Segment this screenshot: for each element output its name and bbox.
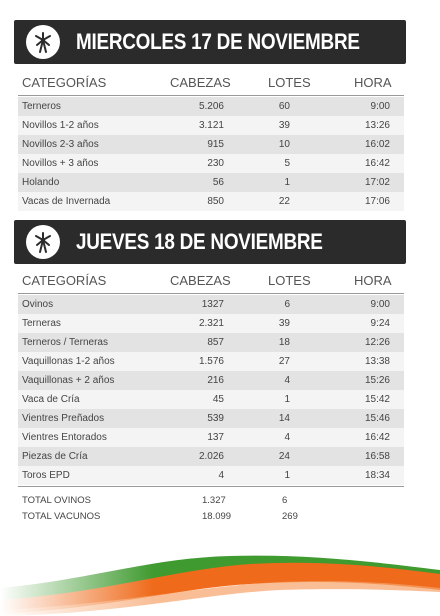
cell-hora: 9:24 (370, 318, 390, 329)
section-banner-jueves (14, 220, 406, 264)
table-row (18, 135, 404, 154)
cell-categoria: Toros EPD (22, 470, 70, 481)
windmill-icon (26, 225, 60, 259)
cell-lotes: 60 (278, 101, 290, 112)
header-lotes: LOTES (268, 75, 311, 90)
table-row (18, 466, 404, 485)
cell-cabezas: 539 (207, 413, 224, 424)
cell-categoria: Terneros (22, 101, 61, 112)
cell-lotes: 27 (278, 356, 290, 367)
cell-lotes: 6 (284, 299, 290, 310)
cell-cabezas: 137 (207, 432, 224, 443)
cell-lotes: 1 (284, 394, 290, 405)
header-categorias: CATEGORÍAS (22, 273, 107, 288)
cell-cabezas: 216 (207, 375, 224, 386)
cell-hora: 12:26 (364, 337, 390, 348)
header-cabezas: CABEZAS (170, 75, 231, 90)
cell-hora: 13:26 (364, 120, 390, 131)
cell-cabezas: 230 (207, 158, 224, 169)
decorative-swoosh (0, 530, 440, 616)
table-row (18, 97, 404, 116)
header-categorias: CATEGORÍAS (22, 75, 107, 90)
table-row (18, 295, 404, 314)
cell-hora: 15:46 (364, 413, 390, 424)
cell-lotes: 24 (278, 451, 290, 462)
cell-lotes: 5 (284, 158, 290, 169)
table-row (18, 352, 404, 371)
windmill-icon (26, 25, 60, 59)
cell-cabezas: 1327 (201, 299, 224, 310)
table-row (18, 314, 404, 333)
cell-lotes: 4 (284, 375, 290, 386)
table-body (18, 97, 404, 211)
table-row (18, 390, 404, 409)
cell-cabezas: 45 (212, 394, 224, 405)
header-hora: HORA (354, 273, 392, 288)
schedule-table-jueves (18, 268, 404, 485)
cell-cabezas: 56 (212, 177, 224, 188)
cell-hora: 16:02 (364, 139, 390, 150)
header-lotes: LOTES (268, 273, 311, 288)
cell-hora: 15:42 (364, 394, 390, 405)
cell-cabezas: 1.576 (198, 356, 224, 367)
cell-categoria: Holando (22, 177, 60, 188)
cell-lotes: 39 (278, 318, 290, 329)
cell-categoria: Novillos 2-3 años (22, 139, 99, 150)
cell-lotes: 1 (284, 177, 290, 188)
cell-hora: 9:00 (370, 101, 390, 112)
cell-hora: 16:42 (364, 158, 390, 169)
table-row (18, 116, 404, 135)
cell-categoria: Vaca de Cría (22, 394, 80, 405)
total-label: TOTAL OVINOS (22, 494, 91, 506)
cell-hora: 16:42 (364, 432, 390, 443)
cell-cabezas: 3.121 (198, 120, 224, 131)
cell-cabezas: 850 (207, 196, 224, 207)
cell-hora: 17:06 (364, 196, 390, 207)
table-row (18, 447, 404, 466)
header-hora: HORA (354, 75, 392, 90)
cell-categoria: Vaquillonas + 2 años (22, 375, 115, 386)
header-cabezas: CABEZAS (170, 273, 231, 288)
table-row (18, 154, 404, 173)
cell-hora: 9:00 (370, 299, 390, 310)
cell-categoria: Novillos 1-2 años (22, 120, 99, 131)
cell-lotes: 4 (284, 432, 290, 443)
cell-cabezas: 2.321 (198, 318, 224, 329)
table-header (18, 70, 404, 96)
cell-categoria: Piezas de Cría (22, 451, 88, 462)
cell-categoria: Vientres Entorados (22, 432, 107, 443)
total-lotes: 269 (282, 510, 298, 522)
total-cabezas: 1.327 (202, 494, 226, 506)
cell-categoria: Terneras (22, 318, 61, 329)
cell-cabezas: 4 (218, 470, 224, 481)
table-row (18, 192, 404, 211)
cell-hora: 15:26 (364, 375, 390, 386)
cell-cabezas: 915 (207, 139, 224, 150)
cell-lotes: 39 (278, 120, 290, 131)
cell-cabezas: 857 (207, 337, 224, 348)
cell-hora: 17:02 (364, 177, 390, 188)
table-row (18, 428, 404, 447)
table-body (18, 295, 404, 485)
cell-lotes: 22 (278, 196, 290, 207)
table-row (18, 333, 404, 352)
cell-categoria: Vientres Preñados (22, 413, 105, 424)
total-row-ovinos (18, 492, 404, 508)
cell-lotes: 14 (278, 413, 290, 424)
cell-hora: 16:58 (364, 451, 390, 462)
total-lotes: 6 (282, 494, 288, 506)
section-title: JUEVES 18 DE NOVIEMBRE (76, 229, 323, 254)
cell-lotes: 10 (278, 139, 290, 150)
cell-categoria: Ovinos (22, 299, 54, 310)
cell-lotes: 18 (278, 337, 290, 348)
table-header (18, 268, 404, 294)
total-cabezas: 18.099 (202, 510, 232, 522)
total-row-vacunos (18, 508, 404, 524)
table-row (18, 409, 404, 428)
cell-categoria: Vacas de Invernada (22, 196, 111, 207)
cell-cabezas: 2.026 (198, 451, 224, 462)
totals-block (18, 486, 404, 524)
table-row (18, 173, 404, 192)
cell-categoria: Terneros / Terneras (22, 337, 108, 348)
cell-hora: 13:38 (364, 356, 390, 367)
cell-categoria: Novillos + 3 años (22, 158, 99, 169)
schedule-table-miercoles (18, 70, 404, 211)
section-title: MIERCOLES 17 DE NOVIEMBRE (76, 29, 360, 54)
cell-cabezas: 5.206 (198, 101, 224, 112)
cell-categoria: Vaquillonas 1-2 años (22, 356, 115, 367)
cell-lotes: 1 (284, 470, 290, 481)
table-row (18, 371, 404, 390)
section-banner-miercoles (14, 20, 406, 64)
total-label: TOTAL VACUNOS (22, 510, 101, 522)
cell-hora: 18:34 (364, 470, 390, 481)
